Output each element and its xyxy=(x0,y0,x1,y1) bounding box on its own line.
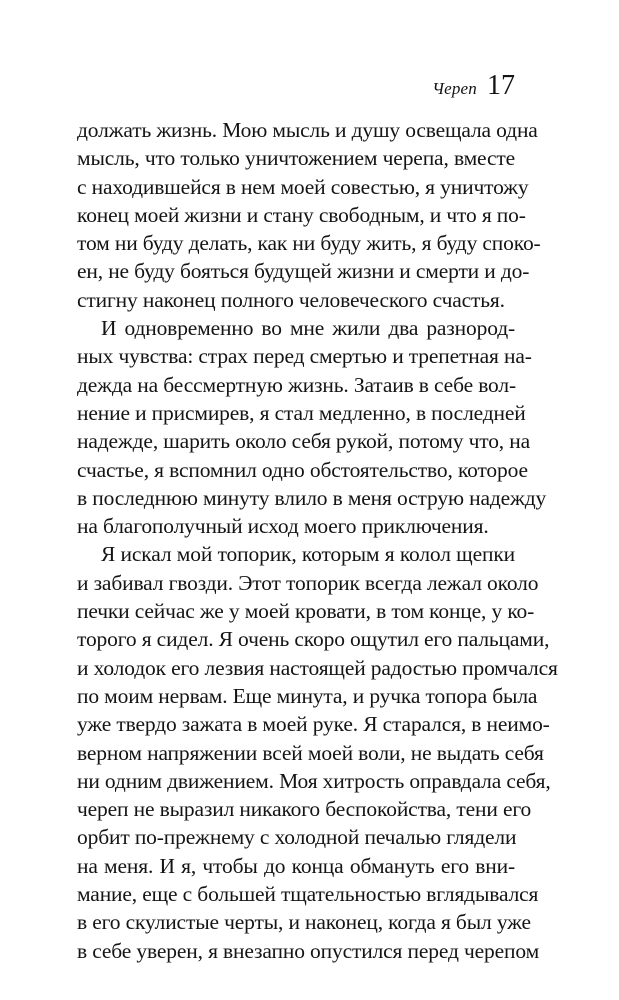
text-line: нение и присмирев, я стал медленно, в последней xyxy=(77,400,526,425)
text-line: ных чувства: страх перед смертью и трепетная на- xyxy=(77,344,532,369)
text-line: Я искал мой топорик, которым я колол щепки xyxy=(101,542,515,567)
text-line: печки сейчас же у моей кровати, в том конце, у ко- xyxy=(77,599,535,624)
text-line: череп не выразил никакого беспокойства, тени его xyxy=(77,797,532,822)
text-line: ен, не буду бояться будущей жизни и смерти и до- xyxy=(77,259,530,284)
text-line: торого я сидел. Я очень скоро ощутил его пальцами, xyxy=(77,627,550,652)
text-line: мание, еще с большей тщательностью вглядывался xyxy=(77,882,539,907)
text-line: и забивал гвозди. Этот топорик всегда лежал около xyxy=(77,570,539,595)
running-head xyxy=(432,72,515,100)
paragraph-3 xyxy=(77,540,558,964)
text-line: в себе уверен, я внезапно опустился перед черепом xyxy=(77,938,540,963)
paragraph-2 xyxy=(77,314,547,540)
text-line: мысль, что только уничтожением черепа, вместе xyxy=(77,146,515,171)
text-line: верном напряжении всей моей воли, не выдать себя xyxy=(77,740,544,765)
text-line: орбит по-прежнему с холодной печалью глядели xyxy=(77,825,517,850)
text-line: ни одним движением. Моя хитрость оправдала себя, xyxy=(77,768,551,793)
text-line: дежда на бессмертную жизнь. Затаив в себе вол- xyxy=(77,372,516,397)
text-line: надежде, шарить около себя рукой, потому что, на xyxy=(77,429,530,454)
paragraph-1 xyxy=(77,116,541,314)
page-number: 17 xyxy=(487,70,515,101)
text-line: в последнюю минуту влило в меня острую надежду xyxy=(77,485,547,510)
text-line: конец моей жизни и стану свободным, и что я по- xyxy=(77,202,526,227)
text-line: счастье, я вспомнил одно обстоятельство, которое xyxy=(77,457,528,482)
text-line: на благополучный исход моего приключения. xyxy=(77,514,489,539)
text-line: в его скулистые черты, и наконец, когда я был уже xyxy=(77,910,531,935)
text-line: на меня. И я, чтобы до конца обмануть его вни- xyxy=(77,853,515,878)
text-line: и холодок его лезвия настоящей радостью промчался xyxy=(77,655,558,680)
body-text xyxy=(77,116,558,965)
running-title: Череп xyxy=(432,79,477,98)
text-line: И одновременно во мне жили два разнород- xyxy=(101,316,515,341)
text-line: том ни буду делать, как ни буду жить, я буду споко- xyxy=(77,231,541,256)
text-line: стигну наконец полного человеческого счастья. xyxy=(77,287,505,312)
text-line: с находившейся в нем моей совестью, я уничтожу xyxy=(77,174,529,199)
text-line: уже твердо зажата в моей руке. Я старался, в неимо- xyxy=(77,712,550,737)
text-line: по моим нервам. Еще минута, и ручка топора была xyxy=(77,683,538,708)
text-line: должать жизнь. Мою мысль и душу освещала одна xyxy=(77,118,538,142)
